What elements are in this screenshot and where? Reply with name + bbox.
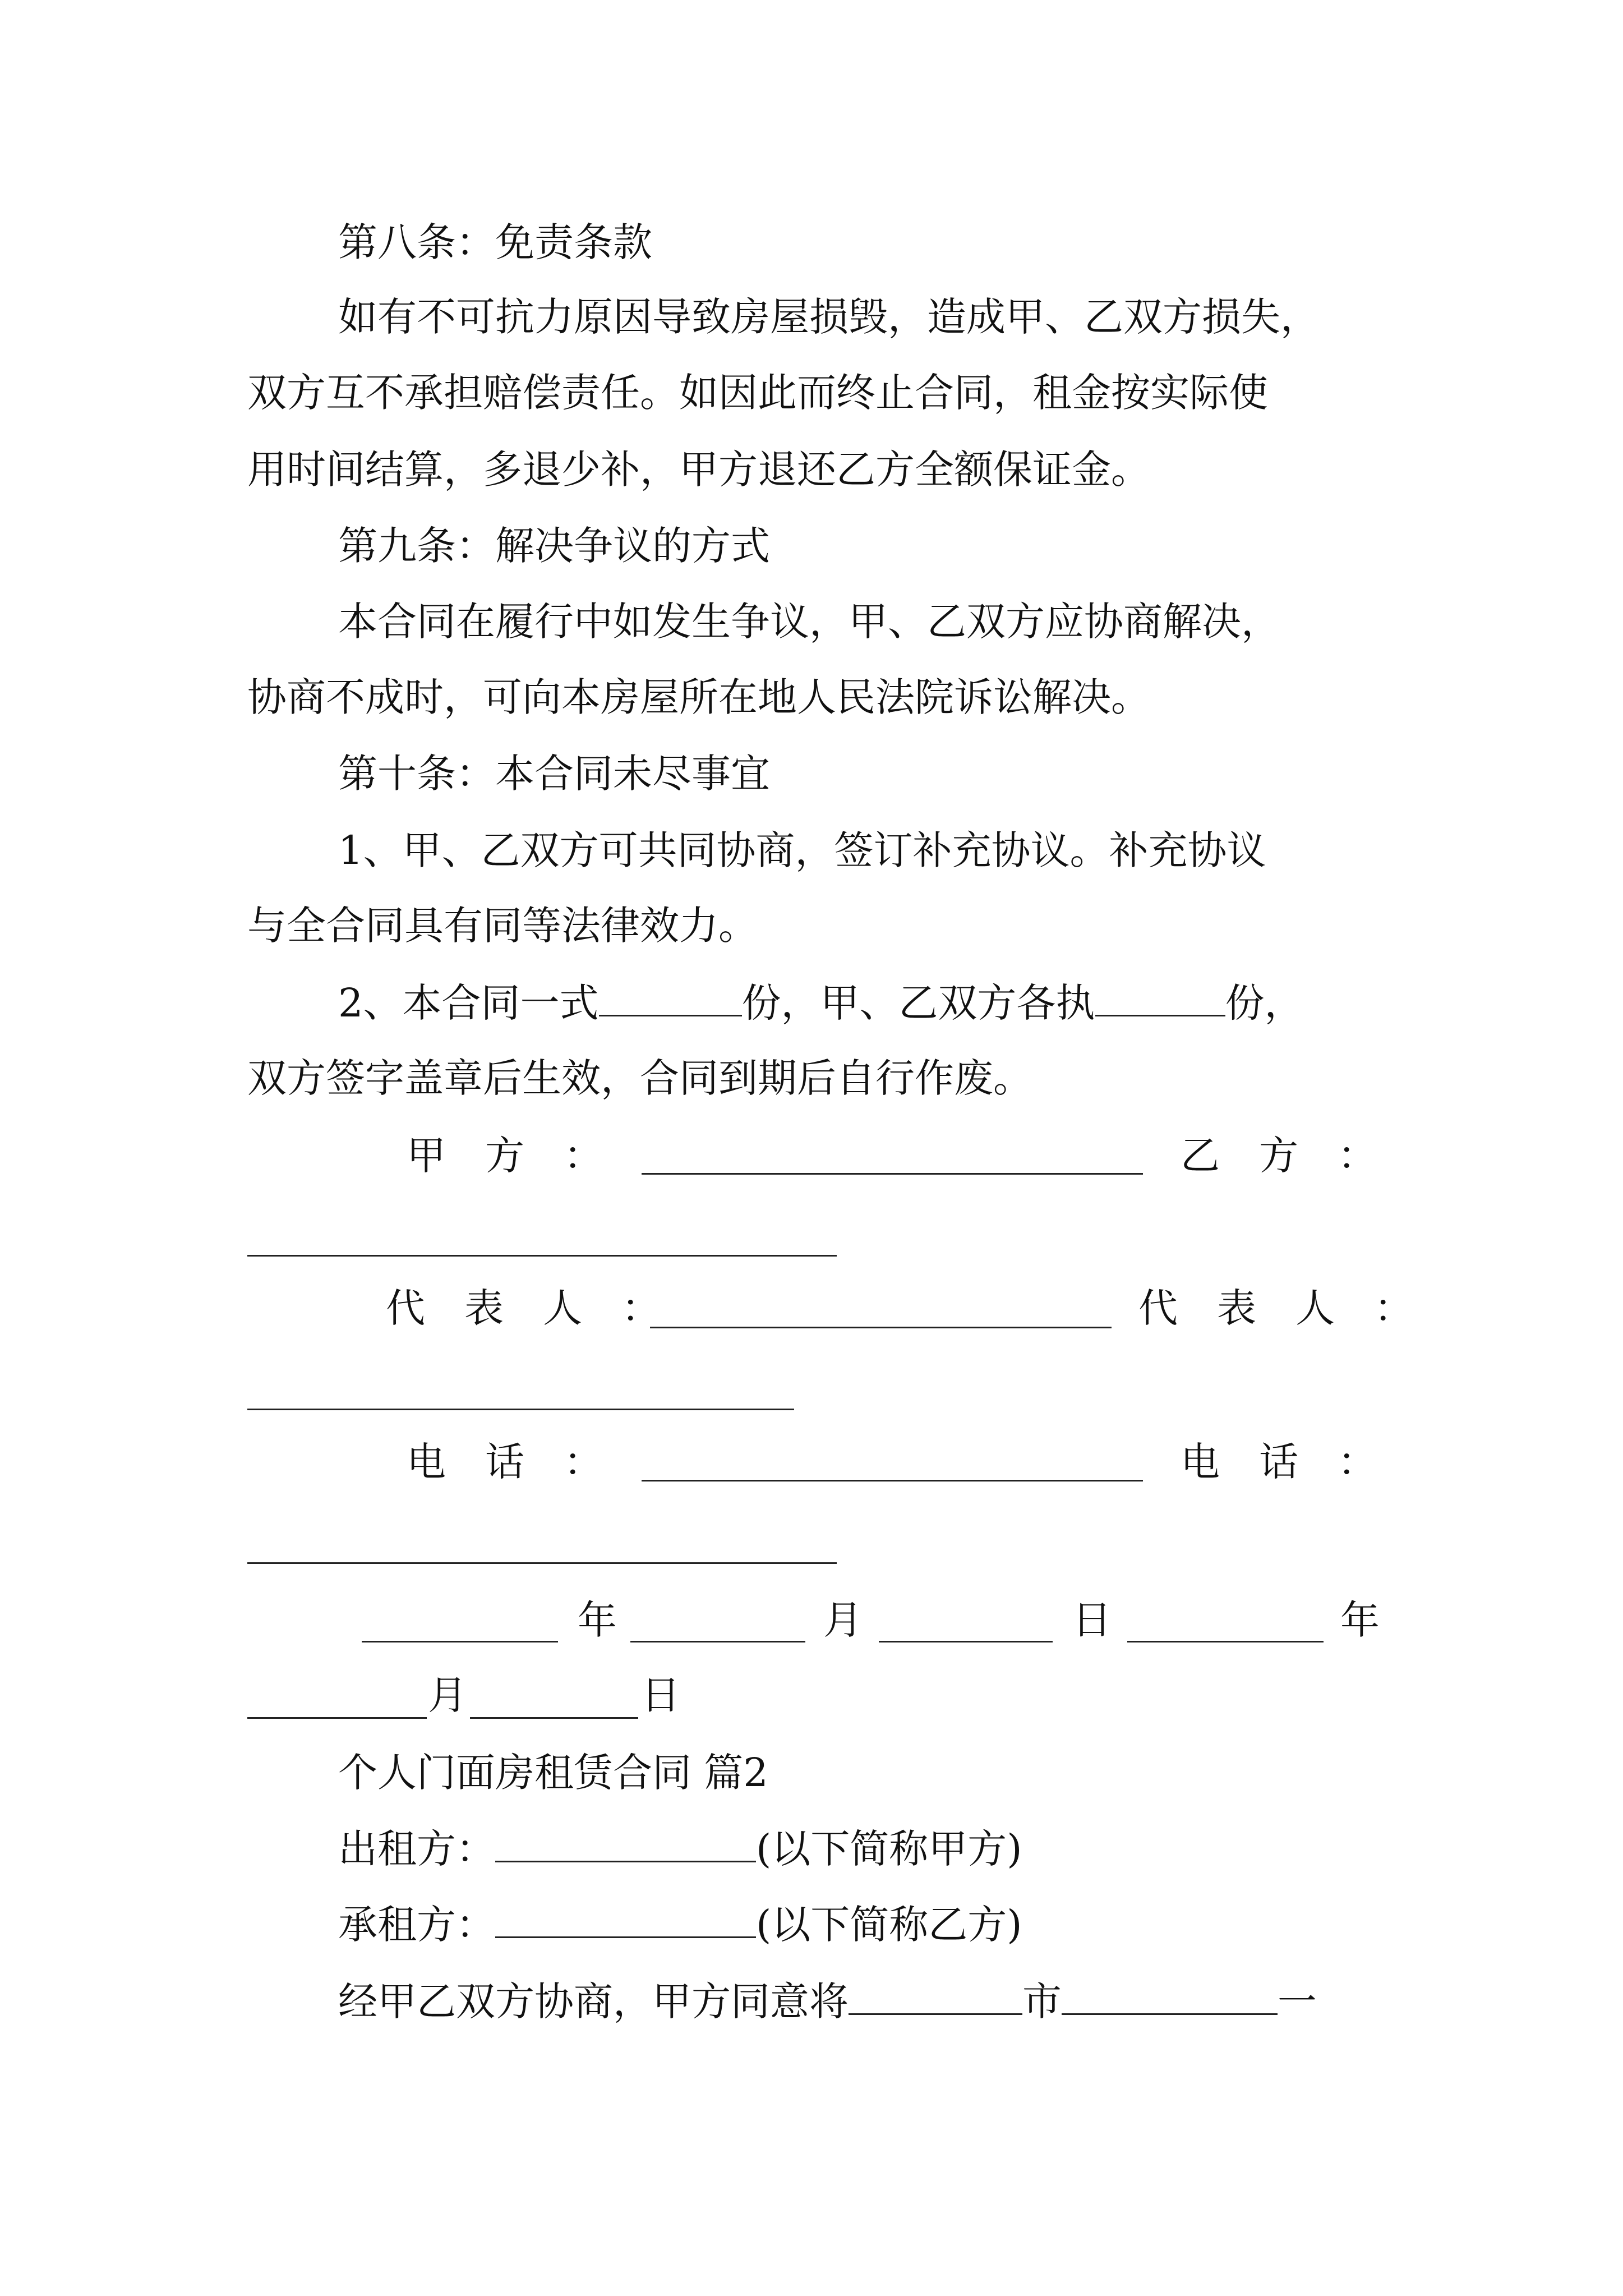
contract2-title: 个人门面房租赁合同 篇2	[338, 1750, 768, 1796]
article9-paragraph-line-1: 本合同在履行中如发生争议，甲、乙双方应协商解决，	[338, 599, 1280, 645]
date-b-day-blank	[470, 1717, 638, 1719]
copies-total-blank	[599, 974, 742, 1016]
date-a-year-label: 年	[578, 1597, 617, 1643]
lessee-label: 承租方：	[338, 1902, 495, 1948]
copies-each-blank	[1095, 974, 1225, 1016]
article9-paragraph-line-2: 协商不成时，可向本房屋所在地人民法院诉讼解决。	[247, 674, 1150, 720]
rep-b-blank	[247, 1409, 794, 1410]
article8-paragraph-line-3: 用时间结算，多退少补，甲方退还乙方全额保证金。	[247, 447, 1150, 493]
article10-item2-line-1	[338, 974, 1304, 1030]
date-a-day-label: 日	[1072, 1597, 1112, 1643]
date-a-month-label: 月	[823, 1597, 863, 1643]
article10-item1-line-2: 与全合同具有同等法律效力。	[247, 903, 758, 949]
phone-b-blank	[247, 1562, 837, 1564]
para-text-a: 经甲乙双方协商，甲方同意将	[338, 1978, 849, 2024]
para-end: 一	[1278, 1978, 1317, 2024]
item2-text-b: 份，甲、乙双方各执	[741, 980, 1095, 1026]
rep-a-blank	[650, 1327, 1112, 1328]
lessor-line	[338, 1820, 1022, 1876]
party-b-label: 乙 方 ：	[1181, 1133, 1377, 1179]
district-blank	[1062, 1973, 1278, 2015]
article10-item2-line-2: 双方签字盖章后生效，合同到期后自行作废。	[247, 1055, 1032, 1101]
date-a-month-blank	[630, 1641, 805, 1642]
contract2-paragraph-line-1	[338, 1973, 1317, 2029]
phone-a-label: 电 话 ：	[407, 1439, 603, 1485]
date-b-year-label: 年	[1340, 1597, 1380, 1643]
date-b-day-label: 日	[641, 1672, 680, 1718]
lessee-line	[338, 1896, 1022, 1952]
phone-b-label: 电 话 ：	[1181, 1439, 1377, 1485]
date-a-day-blank	[879, 1641, 1053, 1642]
lessor-suffix: (以下简称甲方)	[756, 1826, 1022, 1872]
article10-item1-line-1: 1、甲、乙双方可共同协商，签订补充协议。补充协议	[338, 827, 1266, 873]
lessee-blank	[495, 1896, 756, 1938]
item2-text-c: 份，	[1225, 980, 1304, 1026]
rep-a-label: 代 表 人 ：	[386, 1285, 661, 1331]
item2-text-a: 2、本合同一式	[338, 980, 599, 1026]
party-a-blank	[642, 1173, 1143, 1175]
lessor-label: 出租方：	[338, 1826, 495, 1872]
article8-paragraph-line-2: 双方互不承担赔偿责任。如因此而终止合同，租金按实际使	[247, 370, 1268, 416]
article8-heading: 第八条：免责条款	[338, 219, 652, 265]
date-b-year-blank	[1127, 1641, 1324, 1642]
para-city: 市	[1022, 1978, 1062, 2024]
date-b-month-blank	[247, 1717, 427, 1719]
city-blank	[849, 1973, 1022, 2015]
date-b-month-label: 月	[428, 1672, 467, 1718]
party-a-label: 甲 方 ：	[407, 1133, 603, 1179]
article10-heading: 第十条：本合同未尽事宜	[338, 751, 770, 797]
party-b-blank	[247, 1255, 837, 1257]
article9-heading: 第九条：解决争议的方式	[338, 523, 770, 569]
date-a-year-blank	[362, 1641, 558, 1642]
lessor-blank	[495, 1820, 756, 1862]
rep-b-label: 代 表 人 ：	[1138, 1285, 1413, 1331]
phone-a-blank	[642, 1480, 1143, 1481]
article8-paragraph-line-1: 如有不可抗力原因导致房屋损毁，造成甲、乙双方损失，	[338, 294, 1320, 340]
lessee-suffix: (以下简称乙方)	[756, 1902, 1022, 1948]
